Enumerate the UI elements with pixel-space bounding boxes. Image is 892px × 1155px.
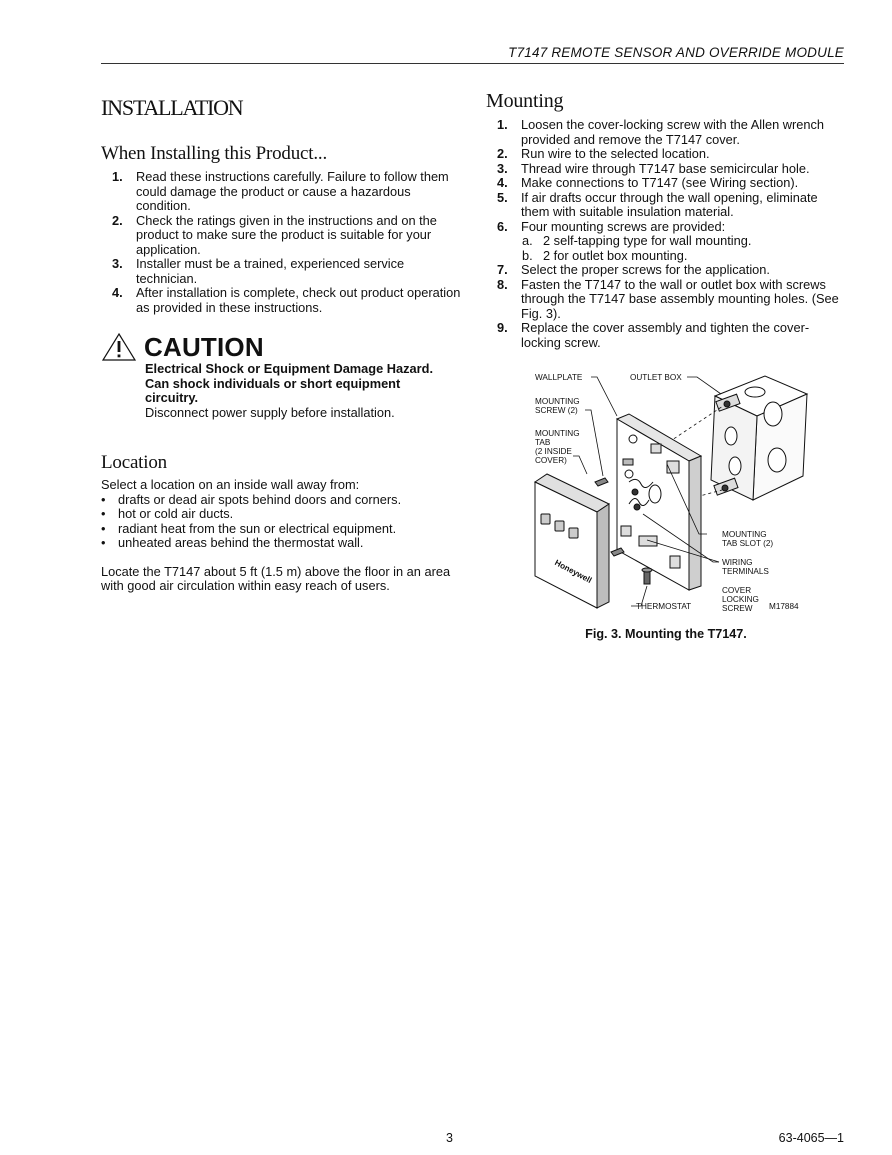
item-text: Replace the cover assembly and tighten the cover-locking screw. [521,320,810,350]
item-text: Four mounting screws are provided: [521,218,726,234]
bullet-text: radiant heat from the sun or electrical equipment. [118,520,397,536]
bullet-text: hot or cold air ducts. [118,506,234,521]
label-mounting-tab-slot-1: MOUNTING [722,530,767,539]
label-figure-id: M17884 [769,602,799,611]
bullet-text: unheated areas behind the thermostat wall. [118,535,364,550]
mounting-steps-list [486,118,846,350]
mounting-title: Mounting [486,90,564,112]
item-text: Installer must be a trained, experienced service technician. [136,256,405,286]
label-outlet-box: OUTLET BOX [630,373,682,382]
label-mounting-tab-3: (2 INSIDE [535,447,572,456]
item-text: Select the proper screws for the application. [521,262,770,277]
item-number: 2. [112,212,123,228]
when-installing-title: When Installing this Product... [101,143,327,164]
document-number: 63-4065—1 [778,1131,844,1145]
location-bullet-list [101,493,463,551]
label-wiring-terminals-1: WIRING [722,558,753,567]
sub-item-letter: b. [522,247,533,263]
location-intro: Select a location on an inside wall away from: [101,477,360,492]
list-item [486,191,846,220]
list-item [486,263,846,278]
list-item [486,162,846,177]
item-number: 7. [497,262,508,277]
list-item [486,321,846,350]
list-item [486,176,846,191]
label-mounting-screw-1: MOUNTING [535,397,580,406]
bullet-item [101,507,463,522]
item-text: Thread wire through T7147 base semicircular hole. [521,160,810,176]
list-item [101,170,463,214]
bullet-item [101,493,463,508]
list-item [101,257,463,286]
warning-triangle-icon [101,332,137,362]
label-cover-locking-3: SCREW [722,604,753,613]
location-note: Locate the T7147 about 5 ft (1.5 m) above the floor in an area with good air circulation within easy reach of users. [101,563,451,593]
list-item [101,214,463,258]
left-column [101,90,463,594]
wallplate-drawing [617,414,701,590]
item-text: After installation is complete, check out product operation as provided in these instructions. [136,285,461,315]
item-text: Fasten the T7147 to the wall or outlet box with screws through the T7147 base assembly mounting holes. (See Fig. 3). [521,276,839,321]
caution-instruction-text: Disconnect power supply before installation. [145,404,395,420]
label-thermostat: THERMOSTAT [636,602,692,611]
caution-heading: CAUTION [144,332,264,362]
bullet-mark: • [101,535,106,550]
bullet-item [101,522,463,537]
item-text: Run wire to the selected location. [521,146,710,161]
item-number: 1. [497,117,508,132]
item-number: 6. [497,218,508,234]
list-item [486,118,846,147]
figure-caption: Fig. 3. Mounting the T7147. [585,627,747,641]
label-cover-locking-2: LOCKING [722,595,759,604]
brand-mark: Honeywell [553,558,594,586]
mounting-figure [517,364,817,620]
mounting-illustration [517,364,817,620]
label-wallplate: WALLPLATE [535,373,583,382]
list-item [101,286,463,315]
item-number: 4. [112,285,123,300]
sub-item-text: 2 self-tapping type for wall mounting. [543,233,752,248]
when-installing-list [101,170,463,315]
item-text: Loosen the cover-locking screw with the Allen wrench provided and remove the T7147 cover. [521,117,825,147]
label-mounting-tab-slot-2: TAB SLOT (2) [722,539,774,548]
bullet-mark: • [101,520,106,536]
list-item [486,147,846,162]
caution-hazard-text: Electrical Shock or Equipment Damage Hazard. Can shock individuals or short equipment circuitry. [145,361,434,405]
installation-title: INSTALLATION [101,95,243,120]
list-item [486,220,846,264]
item-number: 8. [497,276,508,292]
sub-item [521,234,846,249]
sub-item [521,249,846,264]
item-number: 2. [497,146,508,161]
item-text: Read these instructions carefully. Failure to follow them could damage the product or cause a hazardous condition. [136,169,449,213]
label-wiring-terminals-2: TERMINALS [722,567,769,576]
item-text: If air drafts occur through the wall opening, eliminate them with suitable insulation material. [521,189,818,219]
caution-box [101,332,463,422]
item-number: 5. [497,189,508,205]
label-cover-locking-1: COVER [722,586,752,595]
item-text: Check the ratings given in the instructions and on the product to make sure the product is suitable for your application. [136,212,437,257]
item-number: 3. [112,256,123,271]
running-header-title: T7147 REMOTE SENSOR AND OVERRIDE MODULE [508,45,844,60]
outlet-box-drawing [711,376,807,500]
bullet-mark: • [101,506,106,521]
item-number: 9. [497,320,508,335]
item-number: 1. [112,169,123,184]
label-mounting-tab-4: COVER) [535,456,567,465]
page-number: 3 [446,1131,453,1145]
header-rule [101,63,844,64]
bullet-mark: • [101,491,106,507]
item-number: 3. [497,160,508,176]
item-number: 4. [497,175,508,190]
right-column [486,90,846,350]
caution-body [145,362,455,420]
label-mounting-screw-2: SCREW (2) [535,406,578,415]
location-title: Location [101,452,167,473]
sub-item-letter: a. [522,233,533,248]
thermostat-cover-drawing [535,474,609,608]
list-item [486,278,846,322]
label-mounting-tab-1: MOUNTING [535,429,580,438]
bullet-text: drafts or dead air spots behind doors and corners. [118,491,402,507]
sub-item-text: 2 for outlet box mounting. [543,247,688,263]
bullet-item [101,536,463,551]
item-text: Make connections to T7147 (see Wiring section). [521,175,799,190]
label-mounting-tab-2: TAB [535,438,551,447]
